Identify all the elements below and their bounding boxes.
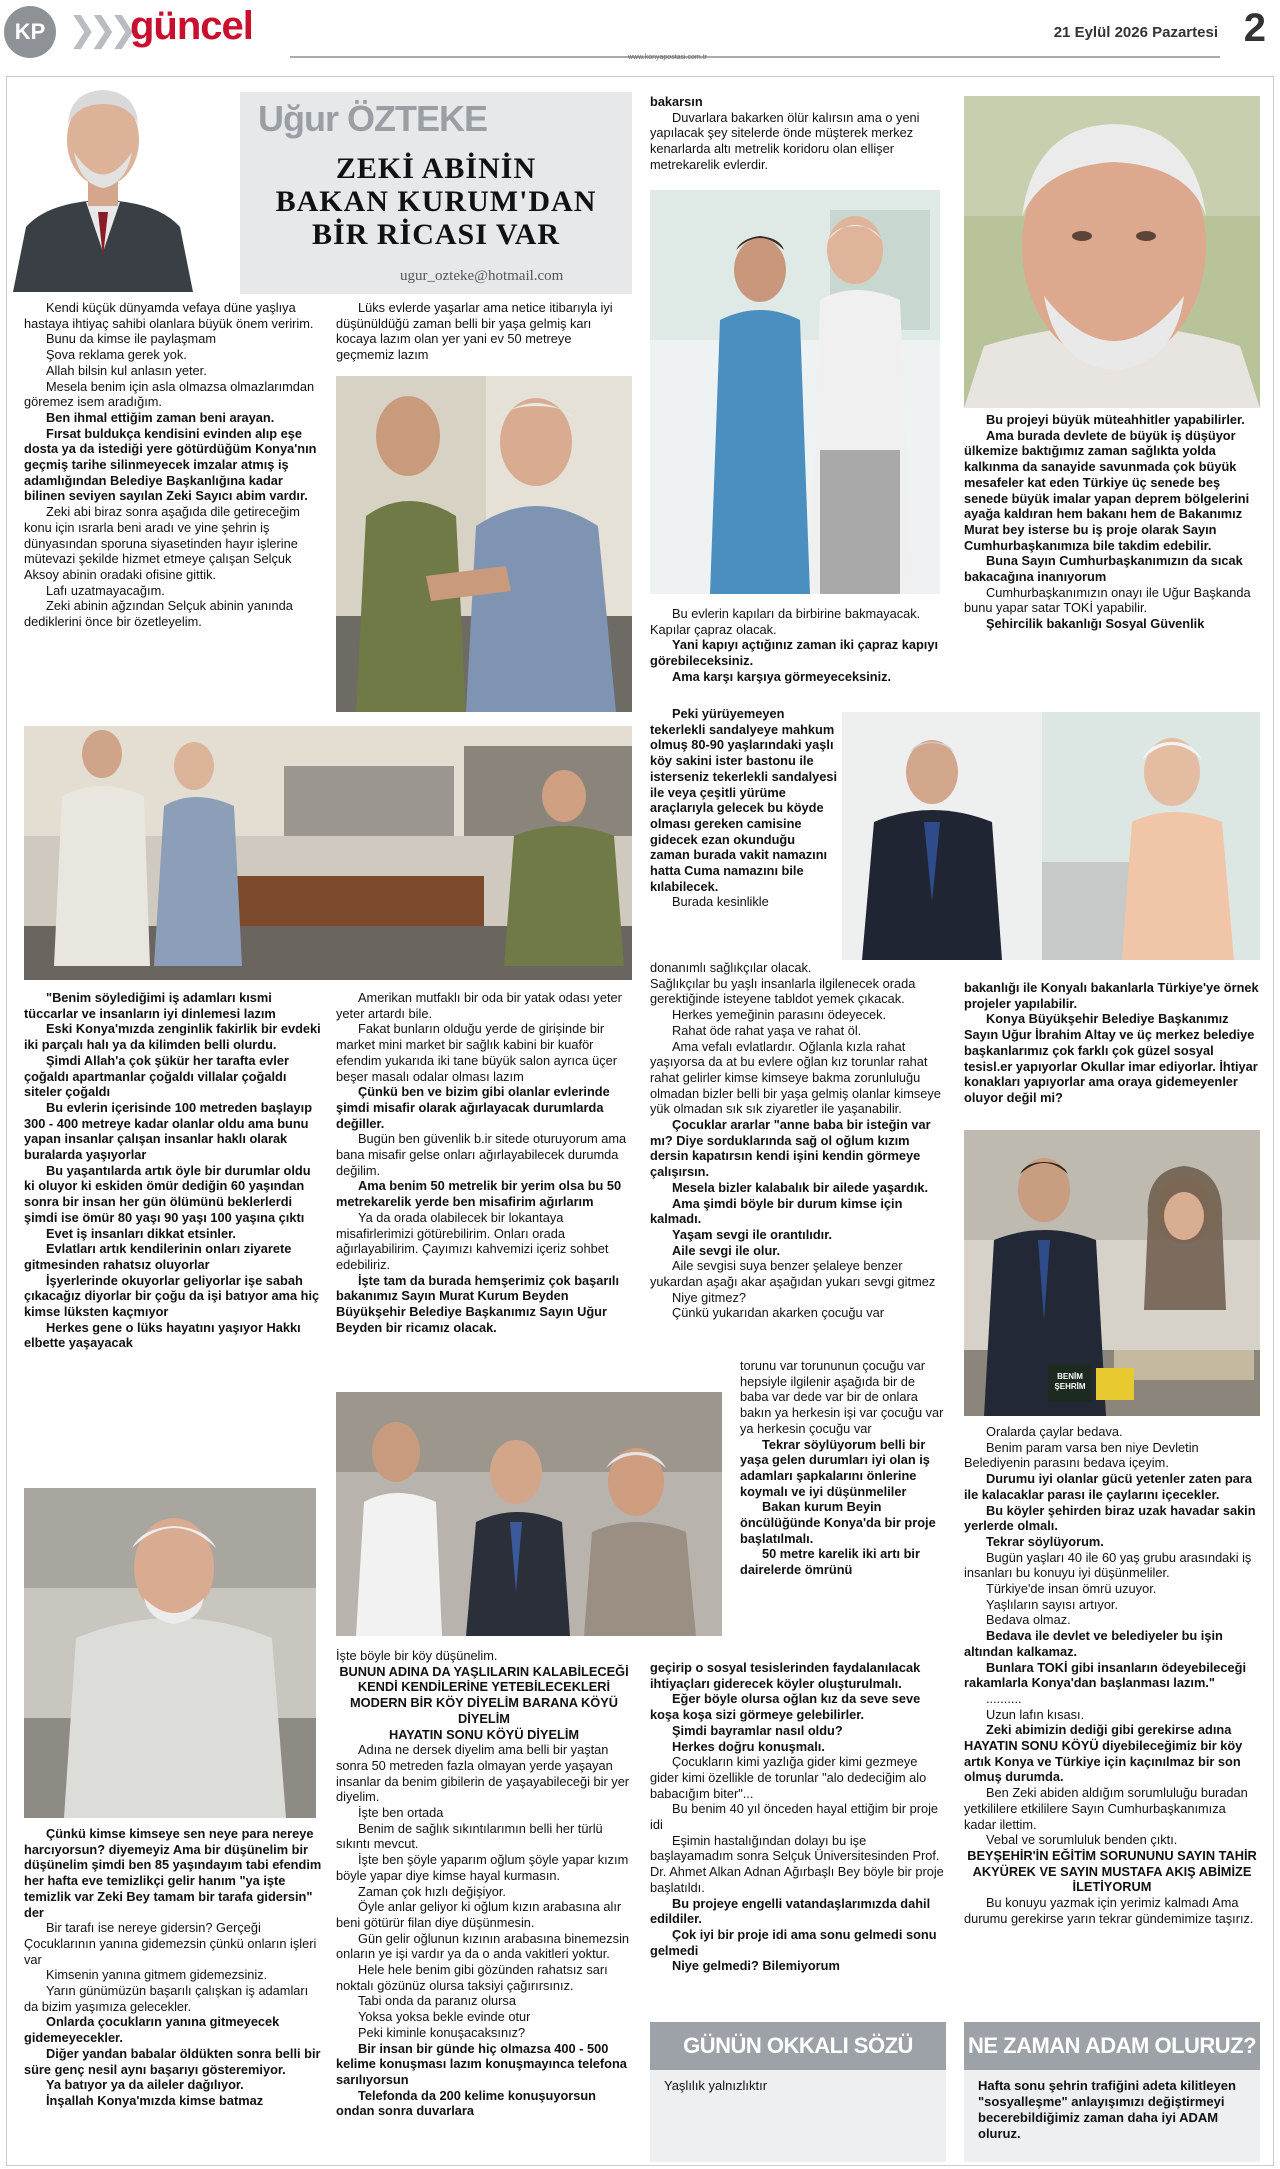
quote-of-day-title: GÜNÜN OKKALI SÖZÜ [650, 2022, 946, 2070]
paragraph: İşte ben ortada [358, 1805, 444, 1821]
paragraph: Zaman çok hızlı değişiyor. [358, 1883, 506, 1899]
paragraph: Ama şimdi böyle bir durum kimse için kalmadı. [650, 1195, 903, 1227]
paragraph: geçirip o sosyal tesislerinden faydalanılacak ihtiyaçları giderecek köyler oluşturulmalı. [650, 1660, 921, 1691]
paragraph: Eşimin hastalığından dolayı bu işe başlayamadım sonra Selçuk Üniversitesinden Prof. Dr. Ahmet Alkan Adnan Ağırbaşlı Bey böyle bir proje başlatıldı. [650, 1832, 944, 1895]
paragraph: İşyerlerinde okuyorlar geliyorlar işe sabah çıkacağız diyorlar bir çoğu da işi batıyor ama hiç kimse lüksten kaçmıyor [24, 1272, 320, 1320]
paragraph: Allah bilsin kul anlasın yeter. [46, 362, 207, 378]
paragraph: İşte böyle bir köy düşünelim. [336, 1648, 498, 1663]
paragraph: Rahat öde rahat yaşa ve rahat öl. [672, 1022, 862, 1038]
paragraph: bakanlığı ile Konyalı bakanlarla Türkiye'ye örnek projeler yapılabilir. [964, 980, 1259, 1011]
paragraph: İnşallah Konya'mızda kimse batmaz [46, 2092, 264, 2108]
paragraph: İşte tam da burada hemşerimiz çok başarılı bakanımız Sayın Murat Kurum Beyden Büyükşehir Belediye Başkanımız Sayın Uğur Beyden bir ricamız olacak. [336, 1272, 620, 1335]
paragraph: Sağlıkçılar bu yaşlı insanlarla ilgilenecek orada gerektiğinde isteyene tabldot yemek çıkacak. [650, 975, 916, 1007]
paragraph: Bu projeye engelli vatandaşlarımızda dahil edildiler. [650, 1895, 931, 1927]
paragraph: Tekrar söylüyorum. [986, 1533, 1104, 1549]
paragraph: Diğer yandan babalar öldükten sonra belli bir süre genç nesil aynı başarıyı gösteremiyor. [24, 2045, 321, 2077]
site-url: www.konyapostasi.com.tr [628, 54, 707, 61]
paragraph: Amerikan mutfaklı bir oda bir yatak odası yeter yeter artardı bile. [336, 990, 622, 1021]
paragraph: Öyle anlar geliyor ki oğlum kızın arabasına alır beni götürür filan diye düşünmesin. [336, 1899, 622, 1930]
paragraph: Ya batıyor ya da aileler dağılıyor. [46, 2077, 244, 2093]
paragraph: Çünkü ben ve bizim gibi olanlar evlerinde şimdi misafir olarak ağırlayacak durumlarda değiller. [336, 1084, 610, 1131]
section-title: güncel [130, 4, 253, 48]
paragraph: Benim de sağlık sıkıntılarımın belli her türlü sıkıntı mevcut. [336, 1820, 603, 1852]
column-2-bottom [336, 1648, 632, 2160]
column-3-lower [650, 960, 946, 1356]
paragraph: Zeki abi biraz sonra aşağıda dile getireceğim konu için ısrarla beni aradı ve yine şehrin iş dünyasından sporuna siyasetinden hayır işlerine mütevazi şekilde hizmet etmeye çalışan Selçuk Aksoy abinin oradaki ofisine gittik. [24, 504, 300, 582]
headline-line: BAKAN KURUM'DAN [275, 185, 597, 218]
paragraph: Evet iş insanları dikkat etsinler. [46, 1225, 236, 1241]
author-email[interactable]: ugur_ozteke@hotmail.com [400, 268, 564, 284]
paragraph: Tekrar söylüyorum belli bir yaşa gelen durumları iyi olan iş adamları şapkalarını önlerine koymalı ve iyi düşünmeliler [740, 1436, 930, 1499]
photo-elderly-man [964, 96, 1260, 408]
page-number: 2 [1243, 6, 1266, 50]
paragraph: Bu köyler şehirden biraz uzak havadar sakin yerlerde olmalı. [964, 1502, 1256, 1534]
column-3-bottom [650, 1660, 946, 2010]
paragraph: Şova reklama gerek yok. [46, 347, 187, 363]
paragraph: Yani kapıyı açtığınız zaman iki çapraz kapıyı görebileceksiniz. [650, 637, 939, 669]
paragraph: Fakat bunların olduğu yerde de girişinde bir market mini market bir sağlık kabini bir kuaför efendim yukarıda iki tane büyük salon ayrıca üçer beşer masalı odalar olması lazım [336, 1021, 617, 1084]
when-will-we-text: Hafta sonu şehrin trafiğini adeta kilitleyen "sosyalleşme" anlayışımızı değiştirmeyi becerebildiğimiz zaman daha iyi ADAM oluruz. [978, 2078, 1236, 2141]
paragraph: Bunu da kimse ile paylaşmam [46, 331, 216, 347]
paragraph: Bu benim 40 yıl önceden hayal ettiğim bir proje idi [650, 1801, 939, 1833]
paragraph: Çok iyi bir proje idi ama sonu gelmedi sonu gelmedi [650, 1926, 937, 1958]
paragraph: Zeki abimizin dediği gibi gerekirse adına HAYATIN SONU KÖYÜ diyebileceğimiz bir köy artık Konya ve Türkiye için kaçınılmaz bir son olmuş durumda. [964, 1722, 1243, 1785]
paragraph: Herkes gene o lüks hayatını yaşıyor Hakkı elbette yaşayacak [24, 1319, 301, 1351]
paragraph: Çocukların kimi yazlığa gider kimi gezmeye gider kimi özellikle de torunlar "alo dedeciğim alo babacığım biter"... [650, 1754, 927, 1801]
column-1-bottom [24, 1826, 324, 2162]
paragraph: Lafı uzatmayacağım. [46, 582, 165, 598]
paragraph: Bu evlerin kapıları da birbirine bakmayacak. Kapılar çapraz olacak. [650, 606, 921, 637]
paragraph: HAYATIN SONU KÖYÜ DİYELİM [388, 1726, 580, 1742]
paragraph: Ama benim 50 metrelik bir yerim olsa bu 50 metrekarelik yerde ben misafirim ağırlarım [336, 1178, 622, 1210]
paragraph: Yaşam sevgi ile orantılıdır. [672, 1226, 833, 1242]
paragraph: Yaşlıların sayısı artıyor. [986, 1596, 1119, 1612]
paragraph: Zeki abinin ağzından Selçuk abinin yanında dediklerini önce bir özetleyelim. [24, 598, 293, 630]
article-headline [240, 152, 632, 251]
paragraph: 50 metre karelik iki artı bir dairelerde ömrünü [740, 1546, 920, 1578]
paragraph: Bugün yaşları 40 ile 60 yaş grubu arasındaki iş insanları bu konuyu iyi düşünmeliler. [964, 1549, 1252, 1581]
paragraph: donanımlı sağlıkçılar olacak. [650, 960, 812, 975]
paragraph: Bedava olmaz. [986, 1612, 1071, 1628]
paragraph: Bir tarafı ise nereye gidersin? Gerçeği Çocuklarının yanına gidemezsin çünkü onların işleri var [24, 1920, 317, 1967]
paragraph: Türkiye'de insan ömrü uzuyor. [986, 1581, 1157, 1597]
when-will-we-box [964, 2022, 1260, 2162]
photo-office-meeting [24, 726, 632, 980]
paragraph: Tabi onda da paranız olursa [358, 1993, 516, 2009]
paragraph: Bakan kurum Beyin öncülüğünde Konya'da bir proje başlatılmalı. [740, 1499, 936, 1546]
column-3-caption [650, 606, 946, 706]
paragraph: Çünkü yukarıdan akarken çocuğu var [672, 1305, 884, 1321]
paragraph: Ama karşı karşıya görmeyeceksiniz. [672, 668, 892, 684]
photo-crowd [336, 1392, 722, 1636]
column-4-mid [964, 980, 1260, 1120]
paragraph: Şimdi Allah'a çok şükür her tarafta evler çoğaldı apartmanlar çoğaldı villalar çoğaldı siteler çoğaldı [24, 1052, 289, 1100]
paragraph: Şehircilik bakanlığı Sosyal Güvenlik [986, 616, 1205, 632]
paragraph: Benim param varsa ben niye Devletin Belediyenin parasını bedava içeyim. [964, 1439, 1199, 1471]
headline-line: ZEKİ ABİNİN [335, 152, 537, 185]
column-4-top [964, 412, 1260, 692]
quote-of-day-box [650, 2022, 946, 2162]
quote-of-day-text: Yaşlılık yalnızlıktır [664, 2078, 768, 2093]
paragraph: Bugün ben güvenlik b.ir sitede oturuyorum ama bana misafir gelse onları ağırlayabilecek durumda değilim. [336, 1131, 627, 1178]
paragraph: Bedava ile devlet ve belediyeler bu işin altından kalkamaz. [964, 1628, 1223, 1659]
paragraph: Ama vefalı evlatlardır. Oğlanla kızla rahat yaşıyorsa da at bu evlere oğlan kız torunlar rahat rahat gelirler kimse kimseye bakma zorunluluğu olmadan bizler belli bir yaşa gelmiş olanlar kimseye yük olmadan sık sık ziyaretler ile yaşanabilir. [650, 1038, 941, 1117]
paragraph: Niye gitmez? [672, 1289, 746, 1305]
paragraph: Burada kesinlikle [672, 894, 769, 910]
author-name: Uğur ÖZTEKE [258, 98, 487, 139]
paragraph: Yarın günümüzün başarılı çalışkan iş adamları da bizim yaşımıza gelecekler. [24, 1983, 309, 2014]
paragraph: Niye gelmedi? Bilemiyorum [672, 1958, 840, 1974]
paragraph: Onlarda çocukların yanına gitmeyecek gidemeyecekler. [24, 2014, 280, 2046]
paragraph: Lüks evlerde yaşarlar ama netice itibarıyla iyi düşünüldüğü zaman belli bir yaşa gelmiş karı kocaya lazım olan yer yani ev 50 metreye geçmemiz lazım [336, 300, 613, 363]
paragraph: Bir insan bir günde hiç olmazsa 400 - 500 kelime konuşması lazım konuşmayınca telefona sarılıyorsun [336, 2040, 627, 2087]
paragraph: Bu konuyu yazmak için yerimiz kalmadı Ama durumu gerekirse yarın tekrar gündemimize taşırız. [964, 1895, 1254, 1926]
paragraph: Eğer böyle olursa oğlan kız da seve seve koşa koşa sizi görmeye gelebilirler. [650, 1691, 921, 1723]
paragraph: Çocuklar ararlar "anne baba bir isteğin var mı? Diye sorduklarında sağ ol oğlum kızım dersin kapatırsın kendi işini kendin görmeye çalışırsın. [650, 1117, 931, 1180]
paragraph: Hele hele benim gibi gözünden rahatsız sarı noktalı gözünüz olursa taksiyi çağırırsınız. [336, 1962, 608, 1993]
column-3-wrap [740, 1358, 946, 1660]
photo-elderly-couch [24, 1488, 316, 1818]
paragraph: Gün gelir oğlunun kızının arabasına binemezsin onların ye işi vardır ya da o anda vakitleri yoktur. [336, 1930, 630, 1962]
paragraph: Peki yürüyemeyen tekerlekli sandalyeye mahkum olmuş 80-90 yaşlarındaki yaşlı köy sakini ister bastonu ile isterseniz tekerlekli sandalyesi ile veya çeşitli yürüme araçlarıyla gelecek bu köyde olması gereken camisine gidecek ezan okunduğu zaman burada vakit namazını hatta Cuma namazını bile kılabilecek. [650, 706, 838, 894]
photo-caregiver [650, 190, 940, 594]
headline-line: BİR RİCASI VAR [312, 218, 560, 251]
paragraph: Bu projeyi büyük müteahhitler yapabilirler. [986, 412, 1245, 427]
paragraph: Aile sevgisi suya benzer şelaleye benzer yukardan aşağı akar aşağıdan yukarı sevgi gitmez [650, 1258, 936, 1290]
paragraph: bakarsın [650, 94, 703, 109]
issue-date: 21 Eylül 2026 Pazartesi [1053, 24, 1218, 41]
paragraph: Buna Sayın Cumhurbaşkanımızın da sıcak bakacağına inanıyorum [964, 553, 1243, 585]
paragraph: Uzun lafın kısası. [986, 1706, 1085, 1722]
paragraph: Eski Konya'mızda zenginlik fakirlik bir evdeki iki parçalı halı ya da kilimden belli olurdu. [24, 1021, 321, 1053]
paragraph: Şimdi bayramlar nasıl oldu? [672, 1722, 843, 1738]
paragraph: Telefonda da 200 kelime konuşuyorsun ondan sonra duvarlara [336, 2087, 596, 2119]
paragraph: İşte ben şöyle yaparım oğlum şöyle yapar kızım böyle yapar diye kimse hayal kurmasın. [336, 1852, 629, 1883]
column-2-top [336, 300, 632, 370]
paragraph: Ama burada devlete de büyük iş düşüyor ülkemize baktığımız zaman sağlıkta yolda kalkınma da sanayide savunmada çok büyük mesafeler kat eden Türkiye üç senede beş senede büyük imalar yapan deprem bölgelerini ayağa kaldıran hem bakanı hem de Bakanımız Murat bey isterse bu iş proje olarak Sayın Cumhurbaşkanımıza bile takdim edebilir. [964, 427, 1250, 553]
yellow-badge [1096, 1368, 1134, 1400]
paragraph: BUNUN ADINA DA YAŞLILARIN KALABİLECEĞİ KENDİ KENDİLERİNE YETEBİLECEKLERİ MODERN BİR KÖY DİYELİM BARANA KÖYÜ DİYELİM [339, 1663, 629, 1726]
benim-sehrim-logo: BENİM ŞEHRİM [1048, 1364, 1092, 1402]
column-2-mid [336, 990, 632, 1382]
column-3-top [650, 94, 946, 180]
paragraph: Bunlara TOKİ gibi insanların ödeyebileceği rakamlarla Konya'dan başlanması lazım." [964, 1659, 1247, 1691]
paragraph: Ben ihmal ettiğim zaman beni arayan. [46, 409, 275, 425]
chevron-arrows-icon: ❯❯❯ [68, 10, 130, 50]
paragraph: Duvarlara bakarken ölür kalırsın ama o yeni yapılacak şey sitelerde önde müşterek merkez kenarlarda altı metrelik koridoru olan ellişer metrekarelik evlerdir. [650, 109, 920, 172]
photo-hospital-visit [842, 712, 1260, 960]
paragraph: Çünkü kimse kimseye sen neye para nereye harcıyorsun? diyemeyiz Ama bir düşünelim bir düşünelim şimdi ben 85 yaşındayım tabi efendim her hafta eve temizlikçi gelir hanım "ya işte temizlik var Zeki Bey tamam bir tarafa gidersin" der [24, 1826, 322, 1920]
paragraph: Herkes yemeğinin parasını ödeyecek. [672, 1007, 887, 1023]
paragraph: Evlatları artık kendilerinin onları ziyarete gitmesinden rahatsız oluyorlar [24, 1241, 292, 1272]
author-photo [8, 52, 198, 292]
paragraph: Ya da orada olabilecek bir lokantaya misafirlerimizi götürebilirim. Onları orada ağırlayabilirim. Çayımızı kahvemizi içeriz sohbet edebiliriz. [336, 1209, 609, 1272]
paragraph: Herkes doğru konuşmalı. [672, 1738, 825, 1754]
paragraph: Mesela bizler kalabalık bir ailede yaşardık. [672, 1179, 929, 1195]
column-1-top [24, 300, 324, 720]
paragraph: Kendi küçük dünyamda vefaya düne yaşlıya hastaya ihtiyaç sahibi olanlara büyük önem veririm. [24, 300, 314, 331]
paragraph: Kimsenin yanına gitmem gidemezsiniz. [46, 1967, 268, 1983]
photo-mayor-visit [964, 1130, 1260, 1416]
paragraph: Vebal ve sorumluluk benden çıktı. [986, 1832, 1178, 1848]
paragraph: BEYŞEHİR'İN EĞİTİM SORUNUNU SAYIN TAHİR AKYÜREK VE SAYIN MUSTAFA AKIŞ ABİMİZE İLETİYORUM [967, 1847, 1257, 1895]
paragraph: Bu yaşantılarda artık öyle bir durumlar oldu ki oluyor ki eskiden ömür dediğin 60 yaşından sonra bir insan her gün ölümünü beklerlerdi şimdi ise ömür 80 yaşı 90 yaşı 100 yaşına çıktı [24, 1162, 311, 1225]
when-will-we-title: NE ZAMAN ADAM OLURUZ? [964, 2022, 1260, 2070]
paragraph: Adına ne dersek diyelim ama belli bir yaştan sonra 50 metreden fazla olmayan yerde yaşayan insanlar da benim gibilerin de yaşayabileceği bir yer diyelim. [336, 1742, 630, 1805]
paragraph: Konya Büyükşehir Belediye Başkanımız Sayın Uğur İbrahim Altay ve üç merkez belediye başkanlarımız çok farklı çok güzel sosyal tesisl.er yapıyorlar Okullar imar ediyorlar. İhtiyar konakları yapıyorlar ama oraya gidemeyenler oluyor değil mi? [964, 1011, 1258, 1105]
paragraph: Peki kiminle konuşacaksınız? [358, 2024, 526, 2040]
paragraph: Ben Zeki abiden aldığım sorumluluğu buradan yetkililere etkililere Sayın Cumhurbaşkanımıza kadar ilettim. [964, 1785, 1248, 1832]
column-3-mid [650, 706, 838, 958]
paragraph: Fırsat buldukça kendisini evinden alıp eşe dosta ya da istediği yere götürdüğüm Konya'nın geçmiş tarihe silinmeyecek imzalar atmış iş adamlığından Belediye Başkanlığına kadar bilinen seviyen sayılan Zeki Sayıcı abim vardır. [24, 425, 317, 504]
paragraph: torunu var torununun çocuğu var hepsiyle ilgilenir aşağıda bir de baba var dede var bir de onlara bakın ya herkesin işi var çocuğu var ya herkesin çocuğu var [740, 1358, 944, 1436]
paragraph: Bu evlerin içerisinde 100 metreden başlayıp 300 - 400 metreye kadar olanlar oldu ama bunu yapan insanlar çalışan insanlar haklı olarak buralarda yaşıyorlar [24, 1099, 313, 1163]
paragraph: Durumu iyi olanlar gücü yetenler zaten para ile kalacaklar parası ile çaylarını içecekler. [964, 1471, 1252, 1502]
header-rule [290, 56, 1220, 58]
paragraph: Yoksa yoksa bekle evinde otur [358, 2009, 531, 2025]
kp-logo: KP [4, 6, 56, 58]
paragraph: Mesela benim için asla olmazsa olmazlarımdan göremez isem aradığım. [24, 378, 315, 410]
paragraph: .......... [986, 1690, 1022, 1706]
paragraph: Aile sevgi ile olur. [672, 1242, 781, 1258]
paragraph: Cumhurbaşkanımızın onayı ile Uğur Başkanda bunu yapar satar TOKİ yapabilir. [964, 584, 1251, 616]
column-1-mid [24, 990, 324, 1476]
paragraph: "Benim söylediğimi iş adamları kısmi tüccarlar ve insanların iyi dinlemesi lazım [24, 990, 276, 1021]
column-4-bottom [964, 1424, 1260, 2014]
paragraph: Oralarda çaylar bedava. [986, 1424, 1123, 1439]
photo-two-men [336, 376, 632, 712]
